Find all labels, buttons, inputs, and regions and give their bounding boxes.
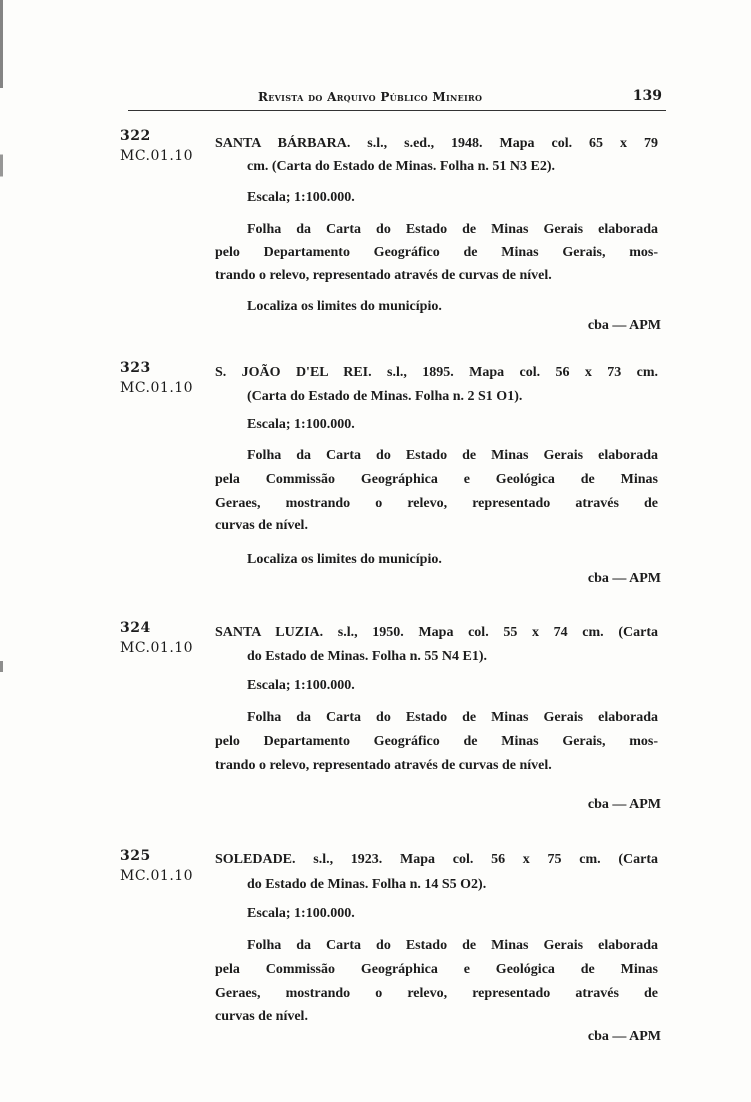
entry-description-line: Folha da Carta do Estado de Minas Gerais elaborada: [247, 448, 658, 463]
entry-number: 324: [120, 620, 151, 636]
entry-signature: cba — APM: [587, 1029, 661, 1044]
entry-scale: Escala; 1:100.000.: [247, 417, 355, 432]
entry-title-line: cm. (Carta do Estado de Minas. Folha n. 51 N3 E2).: [247, 159, 556, 174]
entry-title-line: S. JOÃO D'EL REI. s.l., 1895. Mapa col. 56 x 73 cm.: [215, 365, 658, 380]
entry-description-line: Geraes, mostrando o relevo, representado através de: [215, 496, 658, 511]
entry-description-line: trando o relevo, representado através de curvas de nível.: [215, 758, 552, 773]
entry-description-line: pela Commissão Geográphica e Geológica de Minas: [215, 472, 658, 487]
entry-description-line: pelo Departamento Geográfico de Minas Gerais, mos-: [215, 734, 658, 749]
entry-code: MC.01.10: [120, 148, 194, 164]
journal-title: Revista do Arquivo Público Mineiro: [258, 90, 483, 104]
entry-signature: cba — APM: [587, 318, 661, 333]
entry-description-line: Folha da Carta do Estado de Minas Gerais elaborada: [247, 938, 658, 953]
entry-description-line: curvas de nível.: [215, 518, 308, 533]
page-number: 139: [632, 88, 662, 104]
entry-note: Localiza os limites do município.: [247, 552, 442, 567]
entry-number: 323: [120, 360, 151, 376]
entry-scale: Escala; 1:100.000.: [247, 678, 355, 693]
entry-note: Localiza os limites do município.: [247, 299, 442, 314]
entry-description-line: curvas de nível.: [215, 1009, 308, 1024]
entry-title-line: SANTA LUZIA. s.l., 1950. Mapa col. 55 x 74 cm. (Carta: [215, 625, 658, 640]
entry-title-line: do Estado de Minas. Folha n. 55 N4 E1).: [247, 649, 487, 664]
entry-id: [120, 126, 193, 166]
entry-signature: cba — APM: [587, 797, 661, 812]
entry-code: MC.01.10: [120, 868, 194, 884]
entry-code: MC.01.10: [120, 640, 194, 656]
entry-description-line: Folha da Carta do Estado de Minas Gerais elaborada: [247, 222, 658, 237]
entry-scale: Escala; 1:100.000.: [247, 906, 355, 921]
entry-description-line: Geraes, mostrando o relevo, representado através de: [215, 986, 658, 1001]
entry-signature: cba — APM: [587, 571, 661, 586]
running-header: [128, 88, 666, 111]
entry-title-line: (Carta do Estado de Minas. Folha n. 2 S1 O1).: [247, 389, 523, 404]
entry-title-line: do Estado de Minas. Folha n. 14 S5 O2).: [247, 877, 487, 892]
entry-description-line: Folha da Carta do Estado de Minas Gerais elaborada: [247, 710, 658, 725]
entry-description-line: trando o relevo, representado através de curvas de nível.: [215, 268, 552, 283]
entry-number: 325: [120, 848, 151, 864]
entry-description-line: pelo Departamento Geográfico de Minas Gerais, mos-: [215, 245, 658, 260]
entry-number: 322: [120, 128, 151, 144]
entry-scale: Escala; 1:100.000.: [247, 190, 355, 205]
entry-id: [120, 358, 193, 398]
entry-title-line: SANTA BÁRBARA. s.l., s.ed., 1948. Mapa col. 65 x 79: [215, 136, 658, 151]
entry-title-line: SOLEDADE. s.l., 1923. Mapa col. 56 x 75 cm. (Carta: [215, 852, 658, 867]
entry-description-line: pela Commissão Geográphica e Geológica de Minas: [215, 962, 658, 977]
entry-id: [120, 618, 193, 658]
entry-code: MC.01.10: [120, 380, 194, 396]
entry-id: [120, 846, 193, 886]
